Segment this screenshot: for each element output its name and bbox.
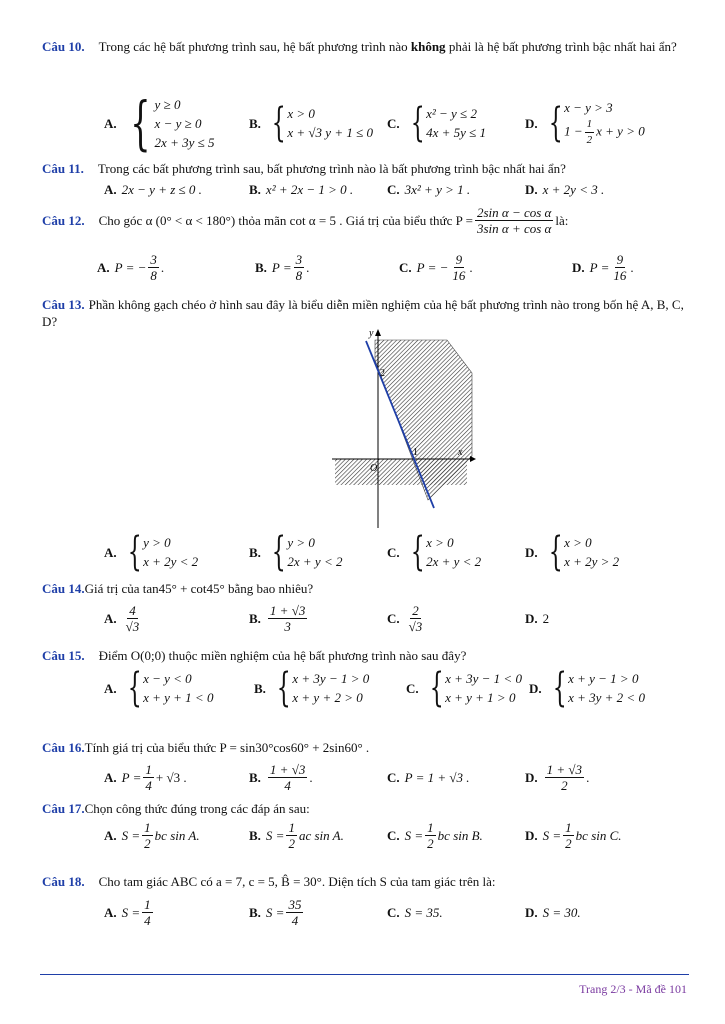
option-c[interactable]: C. S = $\frac{1}{2}$ bc sin B. bbox=[387, 819, 483, 851]
option-b[interactable]: B. { x + 3y − 1 > 0 x + y + 2 > 0 bbox=[254, 665, 370, 711]
option-c[interactable]: C. P = − $\frac{9}{16}$ . bbox=[399, 251, 473, 283]
option-b[interactable]: B. S = $\frac{35}{4}$ bbox=[249, 896, 302, 928]
footer-divider bbox=[40, 974, 689, 975]
option-b[interactable]: B. x² + 2x − 1 > 0 . bbox=[249, 181, 354, 197]
option-d[interactable]: D. P = $\frac{9}{16}$ . bbox=[572, 251, 634, 283]
question-number: Câu 16. bbox=[42, 740, 85, 755]
option-c[interactable]: C. 3x² + y > 1 . bbox=[387, 181, 471, 197]
question-number: Câu 13. bbox=[42, 297, 85, 312]
question-17: Câu 17.Chọn công thức đúng trong các đáp án sau: bbox=[42, 801, 310, 816]
y-axis-arrow bbox=[375, 329, 381, 336]
option-a[interactable]: A. S = $\frac{1}{2}$ bc sin A. bbox=[104, 819, 200, 851]
option-a[interactable]: A. { x − y < 0 x + y + 1 < 0 bbox=[104, 665, 214, 711]
question-16-options bbox=[42, 757, 689, 797]
option-d[interactable]: D. 2 bbox=[525, 610, 550, 626]
axis-y-label: y bbox=[369, 328, 374, 339]
question-15: Câu 15. Điểm O(0;0) thuộc miền nghiệm của hệ bất phương trình nào sau đây? bbox=[42, 648, 467, 663]
question-14-options bbox=[42, 598, 689, 638]
x-axis-arrow bbox=[470, 456, 476, 462]
tick-x-label: 1 bbox=[413, 447, 418, 458]
option-d[interactable]: D. S = $\frac{1}{2}$ bc sin C. bbox=[525, 819, 622, 851]
option-b[interactable]: B. S = $\frac{1}{2}$ ac sin A. bbox=[249, 819, 344, 851]
question-10-options bbox=[42, 89, 689, 157]
option-c[interactable]: C. S = 35. bbox=[387, 904, 443, 920]
option-b[interactable]: B. $\frac{1 + √3}{4}$ . bbox=[249, 761, 313, 793]
option-c[interactable]: C. { x + 3y − 1 < 0 x + y + 1 > 0 bbox=[406, 665, 522, 711]
question-number: Câu 15. bbox=[42, 648, 85, 663]
option-a[interactable]: A. $\frac{4}{√3}$ bbox=[104, 602, 140, 634]
option-a[interactable]: A. P = − $\frac{3}{8}$ . bbox=[97, 251, 165, 283]
question-16: Câu 16.Tính giá trị của biểu thức P = sin30°cos60° + 2sin60° . bbox=[42, 740, 370, 755]
question-18: Câu 18. Cho tam giác ABC có a = 7, c = 5, B̂ = 30°. Diện tích S của tam giác trên là: bbox=[42, 874, 496, 889]
question-18-options bbox=[42, 892, 689, 932]
question-number: Câu 14. bbox=[42, 581, 85, 596]
option-a[interactable]: A. 2x − y + z ≤ 0 . bbox=[104, 181, 202, 197]
question-11-options bbox=[42, 179, 689, 199]
option-c[interactable]: C. P = 1 + √3 . bbox=[387, 769, 470, 785]
option-c[interactable]: C. { x > 0 2x + y < 2 bbox=[387, 529, 482, 575]
option-a[interactable]: A. { y ≥ 0 x − y ≥ 0 2x + 3y ≤ 5 bbox=[104, 89, 215, 157]
question-10: Câu 10. Trong các hệ bất phương trình sau, hệ bất phương trình nào không phải là hệ bất phương trình bậc nhất hai ẩn? bbox=[42, 39, 677, 54]
option-b[interactable]: B. P = $\frac{3}{8}$ . bbox=[255, 251, 310, 283]
option-b[interactable]: B. { y > 0 2x + y < 2 bbox=[249, 529, 343, 575]
option-d[interactable]: D. { x > 0 x + 2y > 2 bbox=[525, 529, 620, 575]
question-number: Câu 11. bbox=[42, 161, 84, 176]
question-number: Câu 18. bbox=[42, 874, 85, 889]
option-d[interactable]: D. { x + y − 1 > 0 x + 3y + 2 < 0 bbox=[529, 665, 645, 711]
question-11: Câu 11. Trong các bất phương trình sau, bất phương trình nào là bất phương trình bậc nhất hai ẩn? bbox=[42, 161, 566, 176]
option-b[interactable]: B. { x > 0 x + √3 y + 1 ≤ 0 bbox=[249, 100, 373, 146]
option-d[interactable]: D. x + 2y < 3 . bbox=[525, 181, 605, 197]
option-c[interactable]: C. $\frac{2}{√3}$ bbox=[387, 602, 423, 634]
option-d[interactable]: D. { x − y > 3 1 − $\frac{1}{2}$ x + y > 0 bbox=[525, 100, 645, 146]
option-d[interactable]: D. S = 30. bbox=[525, 904, 581, 920]
option-a[interactable]: A. P = $\frac{1}{4}$ + √3 . bbox=[104, 761, 187, 793]
option-d[interactable]: D. $\frac{1 + √3}{2}$ . bbox=[525, 761, 590, 793]
option-c[interactable]: C. { x² − y ≤ 2 4x + 5y ≤ 1 bbox=[387, 100, 487, 146]
question-13: Câu 13. Phần không gạch chéo ở hình sau đây là biểu diễn miền nghiệm của hệ bất phương trình nào trong bốn hệ A, B, C, D? bbox=[42, 297, 684, 329]
option-a[interactable]: A. { y > 0 x + 2y < 2 bbox=[104, 529, 199, 575]
question-number: Câu 12. bbox=[42, 212, 85, 228]
question-17-options bbox=[42, 815, 689, 855]
question-12-options bbox=[42, 248, 689, 286]
option-b[interactable]: B. $\frac{1 + √3}{3}$ bbox=[249, 602, 306, 634]
question-14: Câu 14.Giá trị của tan45° + cot45° bằng bao nhiêu? bbox=[42, 581, 314, 596]
question-number: Câu 17. bbox=[42, 801, 85, 816]
hatched-region-lower bbox=[335, 459, 467, 485]
question-13-options bbox=[42, 529, 689, 575]
question-number: Câu 10. bbox=[42, 39, 85, 54]
axis-x-label: x bbox=[458, 447, 463, 458]
solution-region-graph bbox=[332, 328, 482, 528]
page-footer: Trang 2/3 - Mã đề 101 bbox=[579, 982, 687, 996]
question-12: Câu 12. Cho góc α (0° < α < 180°) thỏa mãn cot α = 5 . Giá trị của biểu thức P = $\frac{\text{2sin α − cos α}}{\text{3sin α + cos α}}$ là: bbox=[42, 204, 569, 236]
question-15-options bbox=[42, 665, 689, 711]
origin-label: O bbox=[370, 463, 378, 474]
option-a[interactable]: A. S = $\frac{1}{4}$ bbox=[104, 896, 151, 928]
tick-y-label: 2 bbox=[380, 368, 385, 379]
